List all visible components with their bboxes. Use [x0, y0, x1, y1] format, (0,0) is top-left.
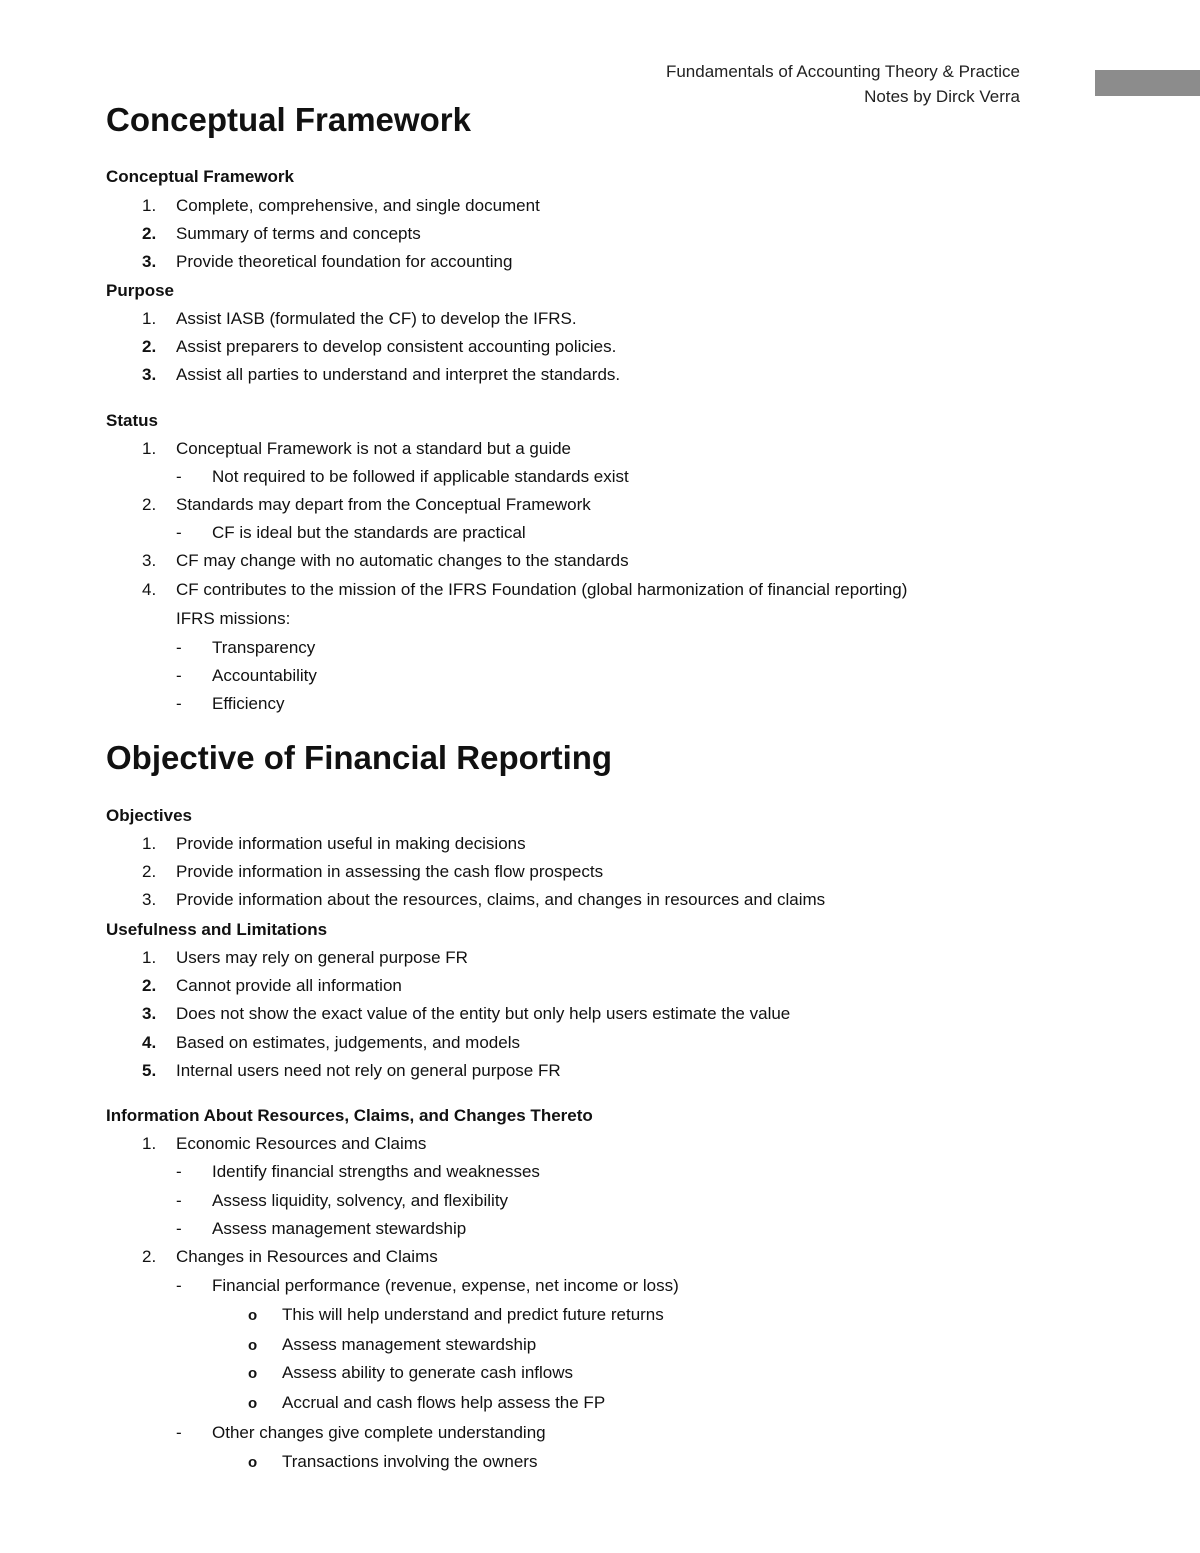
section-title-conceptual-framework: Conceptual Framework	[106, 101, 471, 138]
missions-label: IFRS missions:	[176, 609, 291, 628]
subheading-purpose: Purpose	[106, 281, 175, 300]
header-author: Notes by Dirck Verra	[864, 87, 1020, 106]
section-title-objective-of-financial-reporting: Objective of Financial Reporting	[106, 739, 613, 776]
header-course: Fundamentals of Accounting Theory & Practice	[665, 62, 1020, 81]
subheading-objectives: Objectives	[106, 806, 192, 825]
subheading-information-about-resources: Information About Resources, Claims, and Changes Thereto	[106, 1106, 593, 1125]
subheading-usefulness-and-limitations: Usefulness and Limitations	[106, 920, 328, 939]
document-page: Fundamentals of Accounting Theory & Practice Notes by Dirck Verra Conceptual Framework Conceptual Framework 1. Complete, comprehensive, and single document 2. Summary of terms and concepts 3. Provide theoretical foundation for accounting Purpose 1. Assist IASB (formulated the CF) to develop the IFRS. 2. Assist preparers to develop consistent accounting policies. 3. Assist all parties to understand and interpret the standards. Status 1. Conceptual Framework is not a standard but a guide - Not required to be followed if applicable standards exist 2. Standards may depart from the Conceptual Framework - CF is ideal but the standards are practical 3. CF may change with no automatic changes to the standards 4. CF contributes to the mission of the IFRS Foundation (global harmonization of financial reporting) IFRS missions: - Transparency - Accountability - Efficiency Objective of Financial Reporting Objectives 1. Provide information useful in making decisions 2. Provide information in assessing the cash flow prospects 3. Provide information about the resources, claims, and changes in resources and claims Usefulness and Limitations 1. Users may rely on general purpose FR 2. Cannot provide all information 3. Does not show the exact value of the entity but only help users estimate the value 4. Based on estimates, judgements, and models 5. Internal users need not rely on general purpose FR Information About Resources, Claims, and Changes Thereto 1. Economic Resources and Claims - Identify financial strengths and weaknesses - Assess liquidity, solvency, and flexibility - Assess management stewardship 2. Changes in Resources and Claims - Financial performance (revenue, expense, net income or loss) o This will help understand and predict future returns o Assess management stewardship o Assess ability to generate cash inflows o Accrual and cash flows help assess the FP - Other changes give complete understanding o Transactions involving the owners	[0, 0, 1200, 1553]
side-tab-marker	[1095, 70, 1200, 96]
page-header	[666, 59, 1020, 109]
subheading-status: Status	[106, 411, 158, 430]
subheading-conceptual-framework: Conceptual Framework	[106, 167, 294, 186]
